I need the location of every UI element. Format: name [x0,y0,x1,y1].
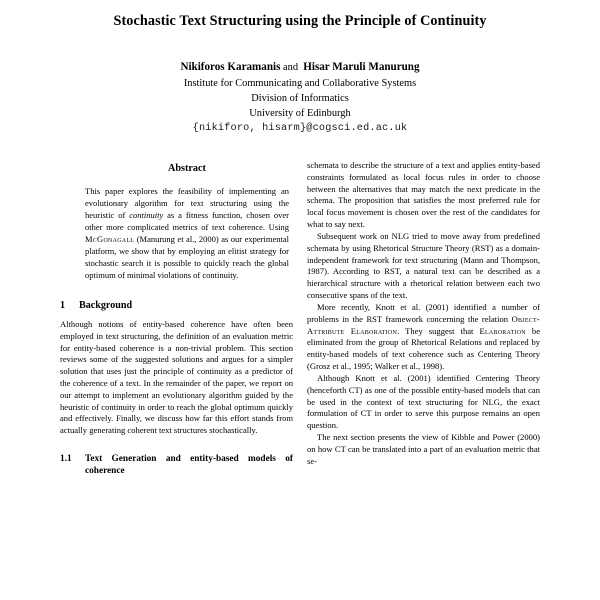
paragraph-more-recently-part-b: . They suggest that [397,325,480,336]
column-right [307,160,540,482]
section-heading-text-generation [60,454,293,477]
paragraph-more-recently [307,302,540,373]
column-left [60,160,293,482]
author-email: {nikiforo, hisarm}@cogsci.ed.ac.uk [192,123,408,135]
author-conjunction: and [283,62,299,74]
abstract-heading: Abstract [168,163,206,174]
body-columns [0,160,600,482]
section-paragraph: Although notions of entity-based coherence have often been employed in text structuring, the definition of an evaluation metric for entity-based coherence is a non-trivial problem. This section reviews some of the suggested solutions and argues for a simpler solution that uses just the principle of continuity as a predictor of the coherence of a text. In the remainder of the paper, we report on our attempt to implement an evolutionary algorithm guided by the heuristic of continuity in order to reach the global optimum quickly and effectively. Finally, we discuss how far this effort stands from actually generating coherent text structures stochastically. [60,318,293,436]
section-title: Background [79,300,133,312]
paragraph-more-recently-part-a: More recently, Knott et al. (2001) identified a number of problems in the RST framework concerning the relation [307,301,540,324]
section-number: 1 [60,300,66,312]
affiliation-line-2: Division of Informatics [251,92,349,104]
paragraph-although-knott: Although Knott et al. (2001) identified Centering Theory (henceforth CT) as one of the possible entity-based models that can be used in the context of text structuring for NLG, the exact formulation of CT in order to serve this purpose remains an open question. [307,372,540,431]
affiliation-line-3: University of Edinburgh [249,107,351,119]
abstract-section [60,162,293,281]
author-name-second: Hisar Maruli Manurung [303,61,420,74]
page-bottom-edge [0,596,600,600]
section-heading-background [60,300,293,313]
paragraph-next-section: The next section presents the view of Kibble and Power (2000) on how CT can be translated into a part of an evaluation metric that se- [307,432,540,466]
smallcaps-elaboration: Elaboration [479,325,526,336]
author-name-first: Nikiforos Karamanis [180,61,281,74]
page-title: Stochastic Text Structuring using the Principle of Continuity [113,13,487,29]
abstract-text [85,185,289,281]
abstract-text-part2: as a fitness function, chosen over other more complicated metrics of text coherence. Using [85,210,289,233]
paragraph-subsequent-work: Subsequent work on NLG tried to move away from predefined schemata by using Rhetorical Structure Theory (RST) as a domain-independent framework for text structuring (Mann and Thompson, 1987). According to RST, a natural text can be described as a hierarchical structure with a rhetorical relation between each two consecutive spans of the text. [307,230,540,301]
paragraph-schemata: schemata to describe the structure of a text and applies entity-based constraints formulated as local focus rules in order to choose between the alternatives that may match the next predicate in the schema. The proposition that satisfies the most preferred rule for local focus movement is chosen over the rest of the candidates for what to say next. [307,160,540,230]
abstract-text-part3: (Manurung et al., 2000) as our experimental platform, we show that by employing an elitist strategy for stochastic search it is possible to quickly reach the global optimum of minimal violations of continuity. [85,234,289,281]
subsection-number: 1.1 [60,454,72,465]
subsection-title: Text Generation and entity-based models of coherence [85,454,293,476]
affiliation-line-1: Institute for Communicating and Collaborative Systems [183,77,417,89]
smallcaps-object-attribute-elaboration: Object-Attribute Elaboration [307,313,540,336]
abstract-smallcaps-mcgonagall: McGonagall [85,234,135,245]
author-block [0,60,600,76]
paragraph-more-recently-part-c: be eliminated from the group of Rhetorical Relations and replaced by entity-based models of text coherence such as Centering Theory (Grosz et al., 1995; Walker et al., 1998). [307,325,540,372]
abstract-text-part1: This paper explores the feasibility of implementing an evolutionary algorithm for text structuring using the heuristic of [85,186,289,221]
abstract-emphasis-continuity: continuity [129,210,164,221]
